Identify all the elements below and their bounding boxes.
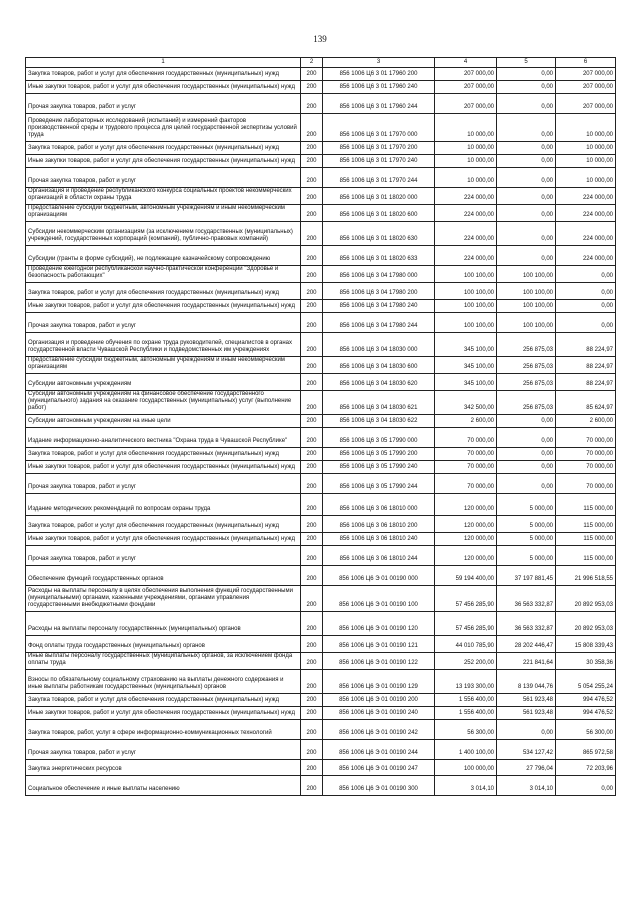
row-value-col5: 0,00 (497, 155, 556, 168)
row-kbk-cell: 856 1006 Ц6 3 04 18030 620 (323, 374, 435, 391)
row-kbk-cell: 856 1006 Ц6 3 04 18030 000 (323, 333, 435, 357)
row-name-cell: Проведение лабораторных исследований (испытаний) и измерений факторов производственной среды и трудового процесса для целей государственной экспертизы условий труда (26, 114, 301, 142)
row-value-col6: 10 000,00 (556, 142, 616, 155)
table-row (26, 155, 616, 168)
row-code-cell: 200 (301, 415, 323, 428)
row-name-cell: Иные закупки товаров, работ и услуг для обеспечения государственных (муниципальных) нужд (26, 81, 301, 94)
table-row (26, 636, 616, 653)
row-value-col6: 115 000,00 (556, 546, 616, 566)
row-value-col4: 1 400 100,00 (435, 740, 497, 760)
row-name-cell: Прочая закупка товаров, работ и услуг (26, 740, 301, 760)
row-kbk-cell: 856 1006 Ц6 Э 01 00190 300 (323, 776, 435, 796)
row-code-cell: 200 (301, 636, 323, 653)
row-value-col6: 865 972,58 (556, 740, 616, 760)
table-row (26, 653, 616, 670)
table-row (26, 461, 616, 474)
table-row (26, 357, 616, 374)
row-kbk-cell: 856 1006 Ц6 3 06 18010 240 (323, 533, 435, 546)
row-value-col5: 0,00 (497, 415, 556, 428)
row-kbk-cell: 856 1006 Ц6 3 01 17960 240 (323, 81, 435, 94)
row-value-col6: 70 000,00 (556, 428, 616, 448)
row-value-col5: 0,00 (497, 222, 556, 246)
row-name-cell: Закупка товаров, работ и услуг для обеспечения государственных (муниципальных) нужд (26, 516, 301, 533)
row-value-col4: 207 000,00 (435, 94, 497, 114)
table-row (26, 720, 616, 740)
column-header: 1 (26, 58, 301, 68)
row-value-col5: 256 875,03 (497, 357, 556, 374)
budget-table (25, 57, 616, 796)
row-name-cell: Субсидии автономным учреждениям (26, 374, 301, 391)
row-kbk-cell: 856 1006 Ц6 3 05 17990 240 (323, 461, 435, 474)
row-name-cell: Закупка товаров, работ и услуг для обеспечения государственных (муниципальных) нужд (26, 283, 301, 300)
row-name-cell: Организация и проведение обучения по охране труда руководителей, специалистов в органах государственной власти Чувашской Республики и подведомственных им учреждениях (26, 333, 301, 357)
row-value-col5: 5 000,00 (497, 516, 556, 533)
row-name-cell: Иные закупки товаров, работ и услуг для обеспечения государственных (муниципальных) нужд (26, 707, 301, 720)
row-value-col4: 345 100,00 (435, 333, 497, 357)
row-value-col4: 342 500,00 (435, 391, 497, 415)
table-row (26, 494, 616, 516)
row-name-cell: Иные закупки товаров, работ и услуг для обеспечения государственных (муниципальных) нужд (26, 461, 301, 474)
row-value-col6: 224 000,00 (556, 222, 616, 246)
row-name-cell: Закупка товаров, работ и услуг для обеспечения государственных (муниципальных) нужд (26, 68, 301, 81)
row-code-cell: 200 (301, 533, 323, 546)
row-value-col6: 115 000,00 (556, 494, 616, 516)
row-value-col4: 56 300,00 (435, 720, 497, 740)
row-value-col4: 10 000,00 (435, 155, 497, 168)
row-value-col5: 100 100,00 (497, 313, 556, 333)
row-value-col6: 224 000,00 (556, 188, 616, 205)
row-value-col4: 1 556 400,00 (435, 694, 497, 707)
row-value-col5: 5 000,00 (497, 494, 556, 516)
row-value-col6: 88 224,97 (556, 374, 616, 391)
row-value-col6: 0,00 (556, 313, 616, 333)
row-code-cell: 200 (301, 720, 323, 740)
row-value-col5: 0,00 (497, 188, 556, 205)
row-value-col5: 256 875,03 (497, 333, 556, 357)
row-kbk-cell: 856 1006 Ц6 3 05 17990 000 (323, 428, 435, 448)
row-name-cell: Субсидии автономным учреждениям на финансовое обеспечение государственного (муниципального) задания на оказание государственных (муниципальных) услуг (выполнение работ) (26, 391, 301, 415)
table-row (26, 516, 616, 533)
row-name-cell: Расходы на выплаты персоналу в целях обеспечения выполнения функций государственными (муниципальными) органами, казенными учреждениями, органами управления государственными внебюджетными фондами (26, 586, 301, 612)
row-value-col5: 256 875,03 (497, 374, 556, 391)
row-value-col4: 57 456 285,90 (435, 586, 497, 612)
row-code-cell: 200 (301, 283, 323, 300)
row-code-cell: 200 (301, 586, 323, 612)
row-code-cell: 200 (301, 81, 323, 94)
row-value-col4: 70 000,00 (435, 474, 497, 494)
table-row (26, 246, 616, 266)
row-value-col4: 224 000,00 (435, 222, 497, 246)
row-value-col4: 100 000,00 (435, 760, 497, 776)
row-value-col5: 221 841,64 (497, 653, 556, 670)
row-value-col6: 207 000,00 (556, 81, 616, 94)
row-value-col6: 994 476,52 (556, 694, 616, 707)
row-name-cell: Закупка энергетических ресурсов (26, 760, 301, 776)
row-value-col5: 37 197 881,45 (497, 566, 556, 586)
row-value-col4: 345 100,00 (435, 374, 497, 391)
table-row (26, 266, 616, 283)
row-value-col5: 0,00 (497, 205, 556, 222)
row-value-col4: 100 100,00 (435, 313, 497, 333)
row-kbk-cell: 856 1006 Ц6 Э 01 00190 122 (323, 653, 435, 670)
row-code-cell: 200 (301, 516, 323, 533)
row-value-col4: 100 100,00 (435, 266, 497, 283)
row-value-col6: 88 224,97 (556, 357, 616, 374)
table-row (26, 81, 616, 94)
row-value-col4: 57 456 285,90 (435, 612, 497, 636)
row-kbk-cell: 856 1006 Ц6 Э 01 00190 120 (323, 612, 435, 636)
row-value-col4: 224 000,00 (435, 188, 497, 205)
row-kbk-cell: 856 1006 Ц6 3 06 18010 000 (323, 494, 435, 516)
row-kbk-cell: 856 1006 Ц6 Э 01 00190 244 (323, 740, 435, 760)
row-code-cell: 200 (301, 670, 323, 694)
table-row (26, 760, 616, 776)
row-kbk-cell: 856 1006 Ц6 3 01 18020 600 (323, 205, 435, 222)
row-kbk-cell: 856 1006 Ц6 Э 01 00190 100 (323, 586, 435, 612)
row-value-col6: 994 476,52 (556, 707, 616, 720)
row-value-col6: 10 000,00 (556, 114, 616, 142)
row-value-col4: 100 100,00 (435, 283, 497, 300)
row-value-col5: 0,00 (497, 428, 556, 448)
row-kbk-cell: 856 1006 Ц6 3 01 17970 000 (323, 114, 435, 142)
row-value-col5: 0,00 (497, 81, 556, 94)
table-row (26, 188, 616, 205)
row-value-col5: 36 563 332,87 (497, 586, 556, 612)
row-kbk-cell: 856 1006 Ц6 3 01 17960 244 (323, 94, 435, 114)
row-code-cell: 200 (301, 707, 323, 720)
table-row (26, 313, 616, 333)
row-name-cell: Фонд оплаты труда государственных (муниципальных) органов (26, 636, 301, 653)
row-value-col4: 70 000,00 (435, 448, 497, 461)
row-code-cell: 200 (301, 155, 323, 168)
row-value-col6: 10 000,00 (556, 168, 616, 188)
row-kbk-cell: 856 1006 Ц6 3 04 17980 240 (323, 300, 435, 313)
row-value-col4: 59 194 400,00 (435, 566, 497, 586)
row-value-col6: 20 892 953,03 (556, 612, 616, 636)
row-value-col4: 100 100,00 (435, 300, 497, 313)
row-kbk-cell: 856 1006 Ц6 3 01 17970 200 (323, 142, 435, 155)
row-value-col5: 36 563 332,87 (497, 612, 556, 636)
table-row (26, 694, 616, 707)
row-code-cell: 200 (301, 246, 323, 266)
row-value-col6: 88 224,97 (556, 333, 616, 357)
row-name-cell: Иные выплаты персоналу государственных (муниципальных) органов, за исключением фонда оплаты труда (26, 653, 301, 670)
row-kbk-cell: 856 1006 Ц6 3 05 17990 244 (323, 474, 435, 494)
table-row (26, 205, 616, 222)
table-row (26, 533, 616, 546)
row-value-col4: 3 014,10 (435, 776, 497, 796)
row-name-cell: Взносы по обязательному социальному страхованию на выплаты денежного содержания и иные выплаты работникам государственных (муниципальных) органов (26, 670, 301, 694)
row-name-cell: Прочая закупка товаров, работ и услуг (26, 546, 301, 566)
row-name-cell: Субсидии автономным учреждениям на иные цели (26, 415, 301, 428)
row-value-col6: 207 000,00 (556, 94, 616, 114)
row-kbk-cell: 856 1006 Ц6 3 05 17990 200 (323, 448, 435, 461)
row-value-col6: 207 000,00 (556, 68, 616, 81)
row-name-cell: Иные закупки товаров, работ и услуг для обеспечения государственных (муниципальных) нужд (26, 533, 301, 546)
row-value-col6: 20 892 953,03 (556, 586, 616, 612)
table-row (26, 114, 616, 142)
row-value-col4: 10 000,00 (435, 114, 497, 142)
page-number: 139 (313, 34, 327, 44)
row-kbk-cell: 856 1006 Ц6 3 04 17980 000 (323, 266, 435, 283)
row-value-col5: 0,00 (497, 246, 556, 266)
row-code-cell: 200 (301, 391, 323, 415)
row-value-col4: 224 000,00 (435, 246, 497, 266)
row-kbk-cell: 856 1006 Ц6 Э 01 00190 121 (323, 636, 435, 653)
row-value-col4: 207 000,00 (435, 68, 497, 81)
row-value-col6: 72 203,96 (556, 760, 616, 776)
table-row (26, 670, 616, 694)
row-kbk-cell: 856 1006 Ц6 3 01 17970 240 (323, 155, 435, 168)
table-row (26, 68, 616, 81)
table-row (26, 776, 616, 796)
row-value-col4: 224 000,00 (435, 205, 497, 222)
row-value-col4: 44 010 785,90 (435, 636, 497, 653)
table-row (26, 142, 616, 155)
row-kbk-cell: 856 1006 Ц6 3 04 18030 621 (323, 391, 435, 415)
row-name-cell: Прочая закупка товаров, работ и услуг (26, 474, 301, 494)
row-name-cell: Субсидии некоммерческим организациям (за исключением государственных (муниципальных) учреждений, государственных корпораций (компаний), публично-правовых компаний) (26, 222, 301, 246)
table-body (26, 68, 616, 796)
row-code-cell: 200 (301, 448, 323, 461)
table-row (26, 374, 616, 391)
row-code-cell: 200 (301, 68, 323, 81)
row-code-cell: 200 (301, 357, 323, 374)
row-code-cell: 200 (301, 142, 323, 155)
row-value-col6: 0,00 (556, 776, 616, 796)
column-header: 6 (556, 58, 616, 68)
row-value-col6: 30 358,36 (556, 653, 616, 670)
row-name-cell: Организация и проведение республиканского конкурса социальных проектов некоммерческих организаций в области охраны труда (26, 188, 301, 205)
row-kbk-cell: 856 1006 Ц6 3 01 18020 630 (323, 222, 435, 246)
table-row (26, 612, 616, 636)
row-code-cell: 200 (301, 461, 323, 474)
row-name-cell: Издание информационно-аналитического вестника "Охрана труда в Чувашской Республике" (26, 428, 301, 448)
row-value-col4: 2 600,00 (435, 415, 497, 428)
row-value-col5: 0,00 (497, 474, 556, 494)
row-value-col5: 100 100,00 (497, 266, 556, 283)
row-value-col6: 0,00 (556, 283, 616, 300)
row-value-col6: 21 996 518,55 (556, 566, 616, 586)
row-name-cell: Прочая закупка товаров, работ и услуг (26, 313, 301, 333)
table-row (26, 94, 616, 114)
row-value-col5: 5 000,00 (497, 533, 556, 546)
row-kbk-cell: 856 1006 Ц6 Э 01 00190 240 (323, 707, 435, 720)
row-value-col5: 0,00 (497, 448, 556, 461)
row-value-col6: 15 808 339,43 (556, 636, 616, 653)
table-header-row (26, 58, 616, 68)
row-code-cell: 200 (301, 494, 323, 516)
row-value-col5: 8 139 044,76 (497, 670, 556, 694)
row-code-cell: 200 (301, 188, 323, 205)
row-name-cell: Иные закупки товаров, работ и услуг для обеспечения государственных (муниципальных) нужд (26, 155, 301, 168)
row-value-col5: 0,00 (497, 461, 556, 474)
row-code-cell: 200 (301, 740, 323, 760)
row-kbk-cell: 856 1006 Ц6 Э 01 00190 242 (323, 720, 435, 740)
row-name-cell: Проведение ежегодной республиканской научно-практической конференции "Здоровье и безопасность работающих" (26, 266, 301, 283)
row-code-cell: 200 (301, 168, 323, 188)
row-kbk-cell: 856 1006 Ц6 Э 01 00190 129 (323, 670, 435, 694)
table-row (26, 566, 616, 586)
row-value-col4: 10 000,00 (435, 142, 497, 155)
row-value-col6: 5 054 255,24 (556, 670, 616, 694)
row-value-col6: 56 300,00 (556, 720, 616, 740)
row-code-cell: 200 (301, 566, 323, 586)
row-value-col5: 5 000,00 (497, 546, 556, 566)
row-value-col6: 10 000,00 (556, 155, 616, 168)
table-row (26, 740, 616, 760)
row-name-cell: Закупка товаров, работ и услуг для обеспечения государственных (муниципальных) нужд (26, 142, 301, 155)
row-value-col4: 70 000,00 (435, 461, 497, 474)
row-name-cell: Субсидии (гранты в форме субсидий), не подлежащие казначейскому сопровождению (26, 246, 301, 266)
row-value-col6: 0,00 (556, 300, 616, 313)
row-code-cell: 200 (301, 300, 323, 313)
row-value-col5: 100 100,00 (497, 300, 556, 313)
table-row (26, 222, 616, 246)
row-value-col5: 27 796,04 (497, 760, 556, 776)
table-row (26, 300, 616, 313)
row-code-cell: 200 (301, 205, 323, 222)
row-name-cell: Социальное обеспечение и иные выплаты населению (26, 776, 301, 796)
table-row (26, 448, 616, 461)
row-name-cell: Прочая закупка товаров, работ и услуг (26, 168, 301, 188)
row-value-col6: 224 000,00 (556, 246, 616, 266)
row-code-cell: 200 (301, 333, 323, 357)
row-code-cell: 200 (301, 428, 323, 448)
table-row (26, 428, 616, 448)
row-kbk-cell: 856 1006 Ц6 Э 01 00190 200 (323, 694, 435, 707)
row-name-cell: Предоставление субсидий бюджетным, автономным учреждениям и иным некоммерческим организациям (26, 205, 301, 222)
row-code-cell: 200 (301, 653, 323, 670)
row-name-cell: Расходы на выплаты персоналу государственных (муниципальных) органов (26, 612, 301, 636)
row-value-col4: 10 000,00 (435, 168, 497, 188)
row-value-col5: 0,00 (497, 168, 556, 188)
row-value-col6: 70 000,00 (556, 448, 616, 461)
row-value-col4: 1 556 400,00 (435, 707, 497, 720)
column-header: 5 (497, 58, 556, 68)
row-value-col4: 120 000,00 (435, 533, 497, 546)
row-value-col5: 0,00 (497, 94, 556, 114)
row-code-cell: 200 (301, 114, 323, 142)
row-value-col5: 561 923,48 (497, 694, 556, 707)
row-value-col6: 70 000,00 (556, 474, 616, 494)
row-value-col5: 0,00 (497, 114, 556, 142)
row-name-cell: Предоставление субсидий бюджетным, автономным учреждениям и иным некоммерческим организациям (26, 357, 301, 374)
row-value-col5: 0,00 (497, 720, 556, 740)
row-name-cell: Закупка товаров, работ, услуг в сфере информационно-коммуникационных технологий (26, 720, 301, 740)
row-value-col5: 0,00 (497, 68, 556, 81)
table-row (26, 333, 616, 357)
row-name-cell: Закупка товаров, работ и услуг для обеспечения государственных (муниципальных) нужд (26, 448, 301, 461)
row-value-col5: 256 875,03 (497, 391, 556, 415)
row-name-cell: Издание методических рекомендаций по вопросам охраны труда (26, 494, 301, 516)
row-value-col4: 120 000,00 (435, 546, 497, 566)
row-kbk-cell: 856 1006 Ц6 3 01 17970 244 (323, 168, 435, 188)
row-name-cell: Закупка товаров, работ и услуг для обеспечения государственных (муниципальных) нужд (26, 694, 301, 707)
row-value-col5: 561 923,48 (497, 707, 556, 720)
row-name-cell: Прочая закупка товаров, работ и услуг (26, 94, 301, 114)
table-row (26, 474, 616, 494)
table-row (26, 546, 616, 566)
row-code-cell: 200 (301, 612, 323, 636)
table-row (26, 168, 616, 188)
row-value-col6: 2 600,00 (556, 415, 616, 428)
row-kbk-cell: 856 1006 Ц6 3 04 17980 200 (323, 283, 435, 300)
row-value-col4: 345 100,00 (435, 357, 497, 374)
row-value-col5: 3 014,10 (497, 776, 556, 796)
row-value-col4: 207 000,00 (435, 81, 497, 94)
row-code-cell: 200 (301, 313, 323, 333)
row-kbk-cell: 856 1006 Ц6 Э 01 00190 000 (323, 566, 435, 586)
row-kbk-cell: 856 1006 Ц6 3 06 18010 244 (323, 546, 435, 566)
row-code-cell: 200 (301, 546, 323, 566)
row-value-col4: 120 000,00 (435, 494, 497, 516)
row-name-cell: Обеспечение функций государственных органов (26, 566, 301, 586)
row-value-col5: 28 202 446,47 (497, 636, 556, 653)
column-header: 4 (435, 58, 497, 68)
table-row (26, 391, 616, 415)
row-kbk-cell: 856 1006 Ц6 3 04 18030 600 (323, 357, 435, 374)
row-kbk-cell: 856 1006 Ц6 3 01 18020 000 (323, 188, 435, 205)
row-value-col6: 0,00 (556, 266, 616, 283)
row-kbk-cell: 856 1006 Ц6 Э 01 00190 247 (323, 760, 435, 776)
row-value-col4: 252 200,00 (435, 653, 497, 670)
table-row (26, 586, 616, 612)
row-kbk-cell: 856 1006 Ц6 3 04 18030 622 (323, 415, 435, 428)
column-header: 2 (301, 58, 323, 68)
row-value-col6: 85 624,97 (556, 391, 616, 415)
table-row (26, 707, 616, 720)
row-value-col4: 70 000,00 (435, 428, 497, 448)
row-value-col6: 70 000,00 (556, 461, 616, 474)
row-code-cell: 200 (301, 694, 323, 707)
row-code-cell: 200 (301, 94, 323, 114)
row-code-cell: 200 (301, 222, 323, 246)
row-code-cell: 200 (301, 776, 323, 796)
row-kbk-cell: 856 1006 Ц6 3 01 18020 633 (323, 246, 435, 266)
table-row (26, 283, 616, 300)
row-code-cell: 200 (301, 474, 323, 494)
row-code-cell: 200 (301, 266, 323, 283)
row-value-col4: 120 000,00 (435, 516, 497, 533)
row-kbk-cell: 856 1006 Ц6 3 06 18010 200 (323, 516, 435, 533)
row-value-col4: 13 193 300,00 (435, 670, 497, 694)
row-kbk-cell: 856 1006 Ц6 3 04 17980 244 (323, 313, 435, 333)
row-value-col6: 115 000,00 (556, 516, 616, 533)
row-value-col5: 0,00 (497, 142, 556, 155)
row-value-col5: 534 127,42 (497, 740, 556, 760)
row-kbk-cell: 856 1006 Ц6 3 01 17960 200 (323, 68, 435, 81)
row-value-col6: 224 000,00 (556, 205, 616, 222)
row-code-cell: 200 (301, 760, 323, 776)
column-header: 3 (323, 58, 435, 68)
row-value-col5: 100 100,00 (497, 283, 556, 300)
row-value-col6: 115 000,00 (556, 533, 616, 546)
row-name-cell: Иные закупки товаров, работ и услуг для обеспечения государственных (муниципальных) нужд (26, 300, 301, 313)
row-code-cell: 200 (301, 374, 323, 391)
table-row (26, 415, 616, 428)
